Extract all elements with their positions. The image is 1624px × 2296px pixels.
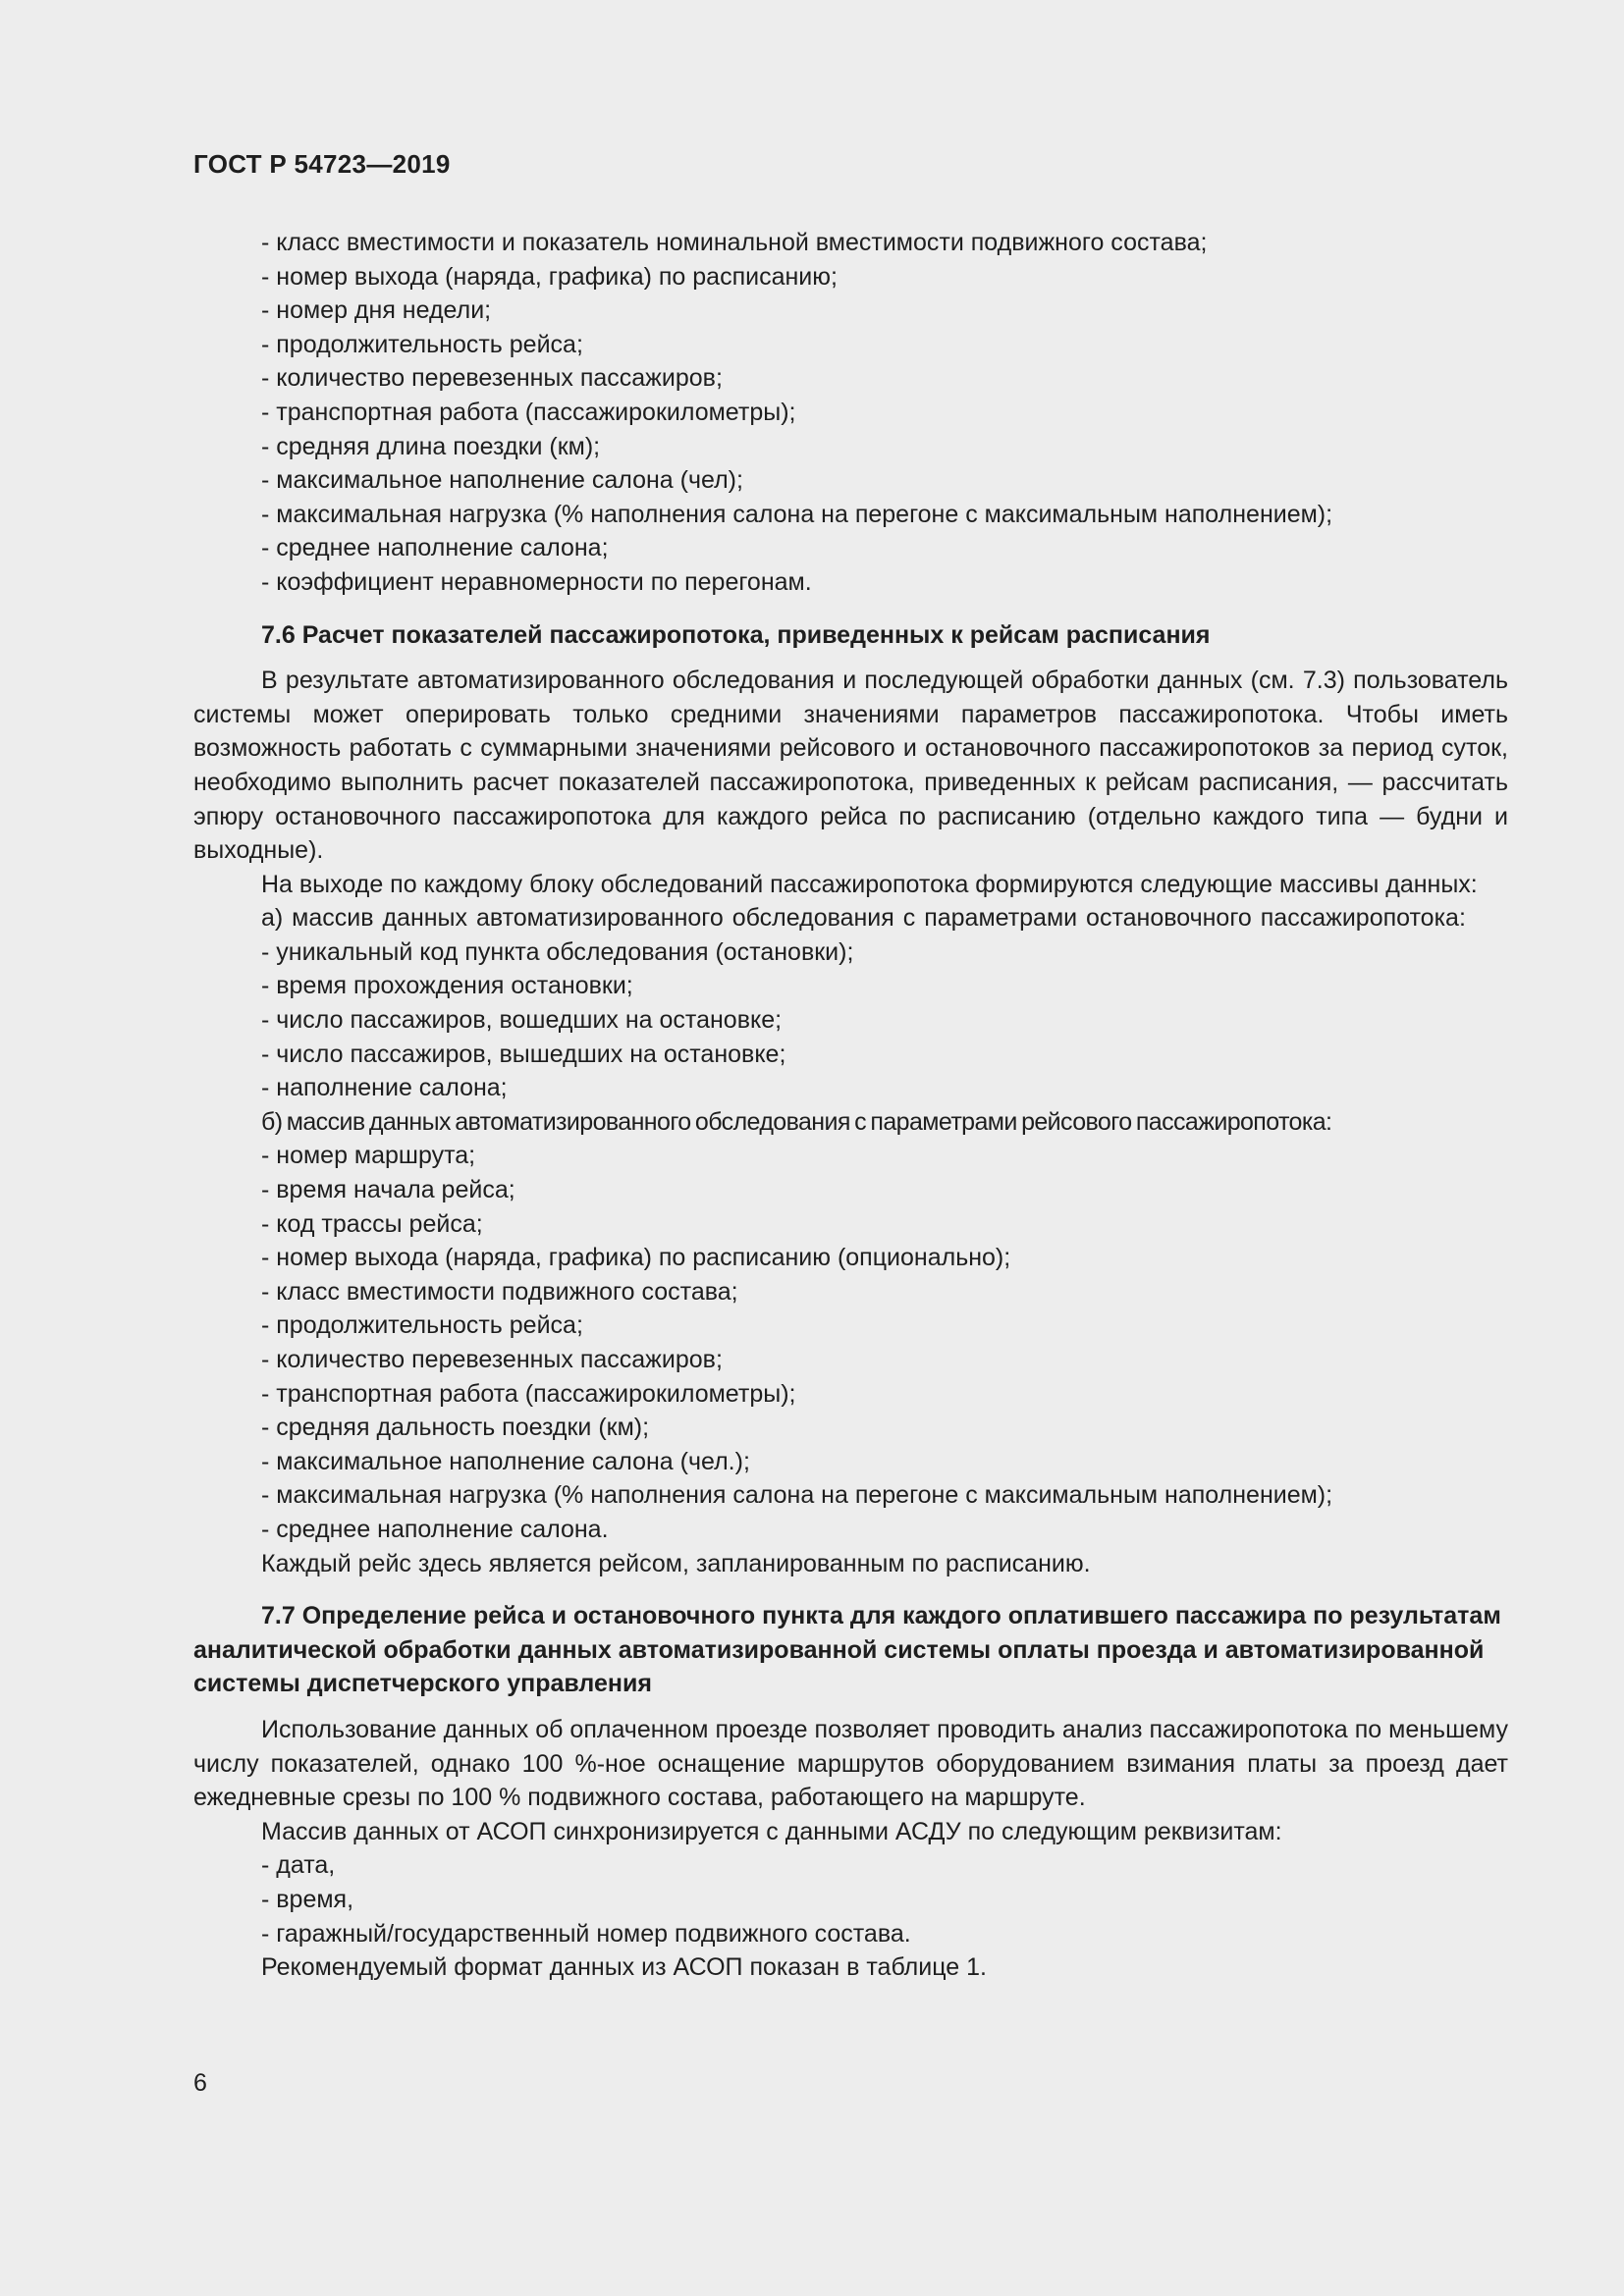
list-item: - номер дня недели;	[261, 296, 492, 325]
list-b	[193, 1139, 1508, 1546]
document-body	[193, 226, 1508, 1985]
list-item: - среднее наполнение салона;	[261, 534, 609, 562]
list-top	[193, 226, 1508, 600]
item-b-paragraph: б) массив данных автоматизированного обследования с параметрами рейсового пассажиропотока:	[261, 1107, 1332, 1136]
section-7-6-closing: Каждый рейс здесь является рейсом, запланированным по расписанию.	[261, 1549, 1091, 1577]
list-item: - уникальный код пункта обследования (остановки);	[261, 937, 854, 966]
list-item: - максимальное наполнение салона (чел.);	[261, 1447, 750, 1475]
list-sync	[193, 1848, 1508, 1950]
section-7-7-heading: 7.7 Определение рейса и остановочного пункта для каждого оплатившего пассажира по результатам аналитической обработки данных автоматизированной системы оплаты проезда и автоматизированной системы диспетчерского управления	[193, 1602, 1501, 1698]
list-item: - номер маршрута;	[261, 1142, 476, 1170]
list-a	[193, 935, 1508, 1105]
list-item: - количество перевезенных пассажиров;	[261, 364, 723, 393]
list-item: - количество перевезенных пассажиров;	[261, 1346, 723, 1373]
list-item: - класс вместимости и показатель номинальной вместимости подвижного состава;	[261, 229, 1208, 256]
list-item: - транспортная работа (пассажирокилометры);	[261, 398, 796, 426]
list-item: - число пассажиров, вошедших на остановке;	[261, 1006, 783, 1035]
section-7-7-closing: Рекомендуемый формат данных из АСОП показан в таблице 1.	[261, 1953, 987, 1982]
section-7-6-paragraph-1: В результате автоматизированного обследования и последующей обработки данных (см. 7.3) пользователь системы может оперировать только средними значениями параметров пассажиропотока. Чтобы иметь возможность работать с суммарными значениями рейсового и остановочного пассажиропотоков за период суток, необходимо выполнить расчет показателей пассажиропотока, приведенных к рейсам расписания, — рассчитать эпюру остановочного пассажиропотока для каждого рейса по расписанию (отдельно каждого типа — будни и выходные).	[193, 667, 1508, 865]
list-item: - наполнение салона;	[261, 1074, 508, 1102]
section-7-7-paragraph-1: Использование данных об оплаченном проезде позволяет проводить анализ пассажиропотока по меньшему числу показателей, однако 100 %-ное оснащение маршрутов оборудованием взимания платы за проезд дает ежедневные срезы по 100 % подвижного состава, работающего на маршруте.	[193, 1715, 1508, 1812]
list-item: - транспортная работа (пассажирокилометры);	[261, 1379, 796, 1408]
list-item: - продолжительность рейса;	[261, 330, 583, 358]
list-item: - среднее наполнение салона.	[261, 1515, 609, 1543]
list-item: - продолжительность рейса;	[261, 1311, 583, 1340]
list-item: - гаражный/государственный номер подвижного состава.	[261, 1919, 911, 1948]
list-item: - максимальная нагрузка (% наполнения салона на перегоне с максимальным наполнением);	[261, 500, 1333, 528]
list-item: - номер выхода (наряда, графика) по расписанию (опционально);	[261, 1244, 1011, 1272]
section-7-7-paragraph-2: Массив данных от АСОП синхронизируется с данными АСДУ по следующим реквизитам:	[261, 1817, 1282, 1845]
section-7-6-paragraph-2: На выходе по каждому блоку обследований пассажиропотока формируются следующие массивы данных:	[261, 870, 1478, 898]
section-7-6-heading: 7.6 Расчет показателей пассажиропотока, приведенных к рейсам расписания	[261, 620, 1211, 649]
list-item: - число пассажиров, вышедших на остановке;	[261, 1040, 786, 1068]
list-item: - максимальная нагрузка (% наполнения салона на перегоне с максимальным наполнением);	[261, 1481, 1333, 1510]
list-item: - время,	[261, 1885, 354, 1913]
list-item: - коэффициент неравномерности по перегонам.	[261, 567, 812, 596]
list-item: - код трассы рейса;	[261, 1209, 483, 1238]
page-number: 6	[193, 2069, 207, 2097]
list-item: - дата,	[261, 1851, 336, 1880]
list-item: - средняя дальность поездки (км);	[261, 1414, 650, 1442]
list-item: - максимальное наполнение салона (чел);	[261, 466, 743, 495]
list-item: - класс вместимости подвижного состава;	[261, 1277, 738, 1306]
list-item: - номер выхода (наряда, графика) по расписанию;	[261, 262, 838, 291]
document-code-header: ГОСТ Р 54723—2019	[193, 149, 451, 179]
list-item: - время начала рейса;	[261, 1176, 515, 1204]
list-item: - время прохождения остановки;	[261, 972, 633, 1000]
item-a-paragraph: а) массив данных автоматизированного обследования с параметрами остановочного пассажиропотока:	[261, 904, 1466, 933]
list-item: - средняя длина поездки (км);	[261, 432, 601, 460]
